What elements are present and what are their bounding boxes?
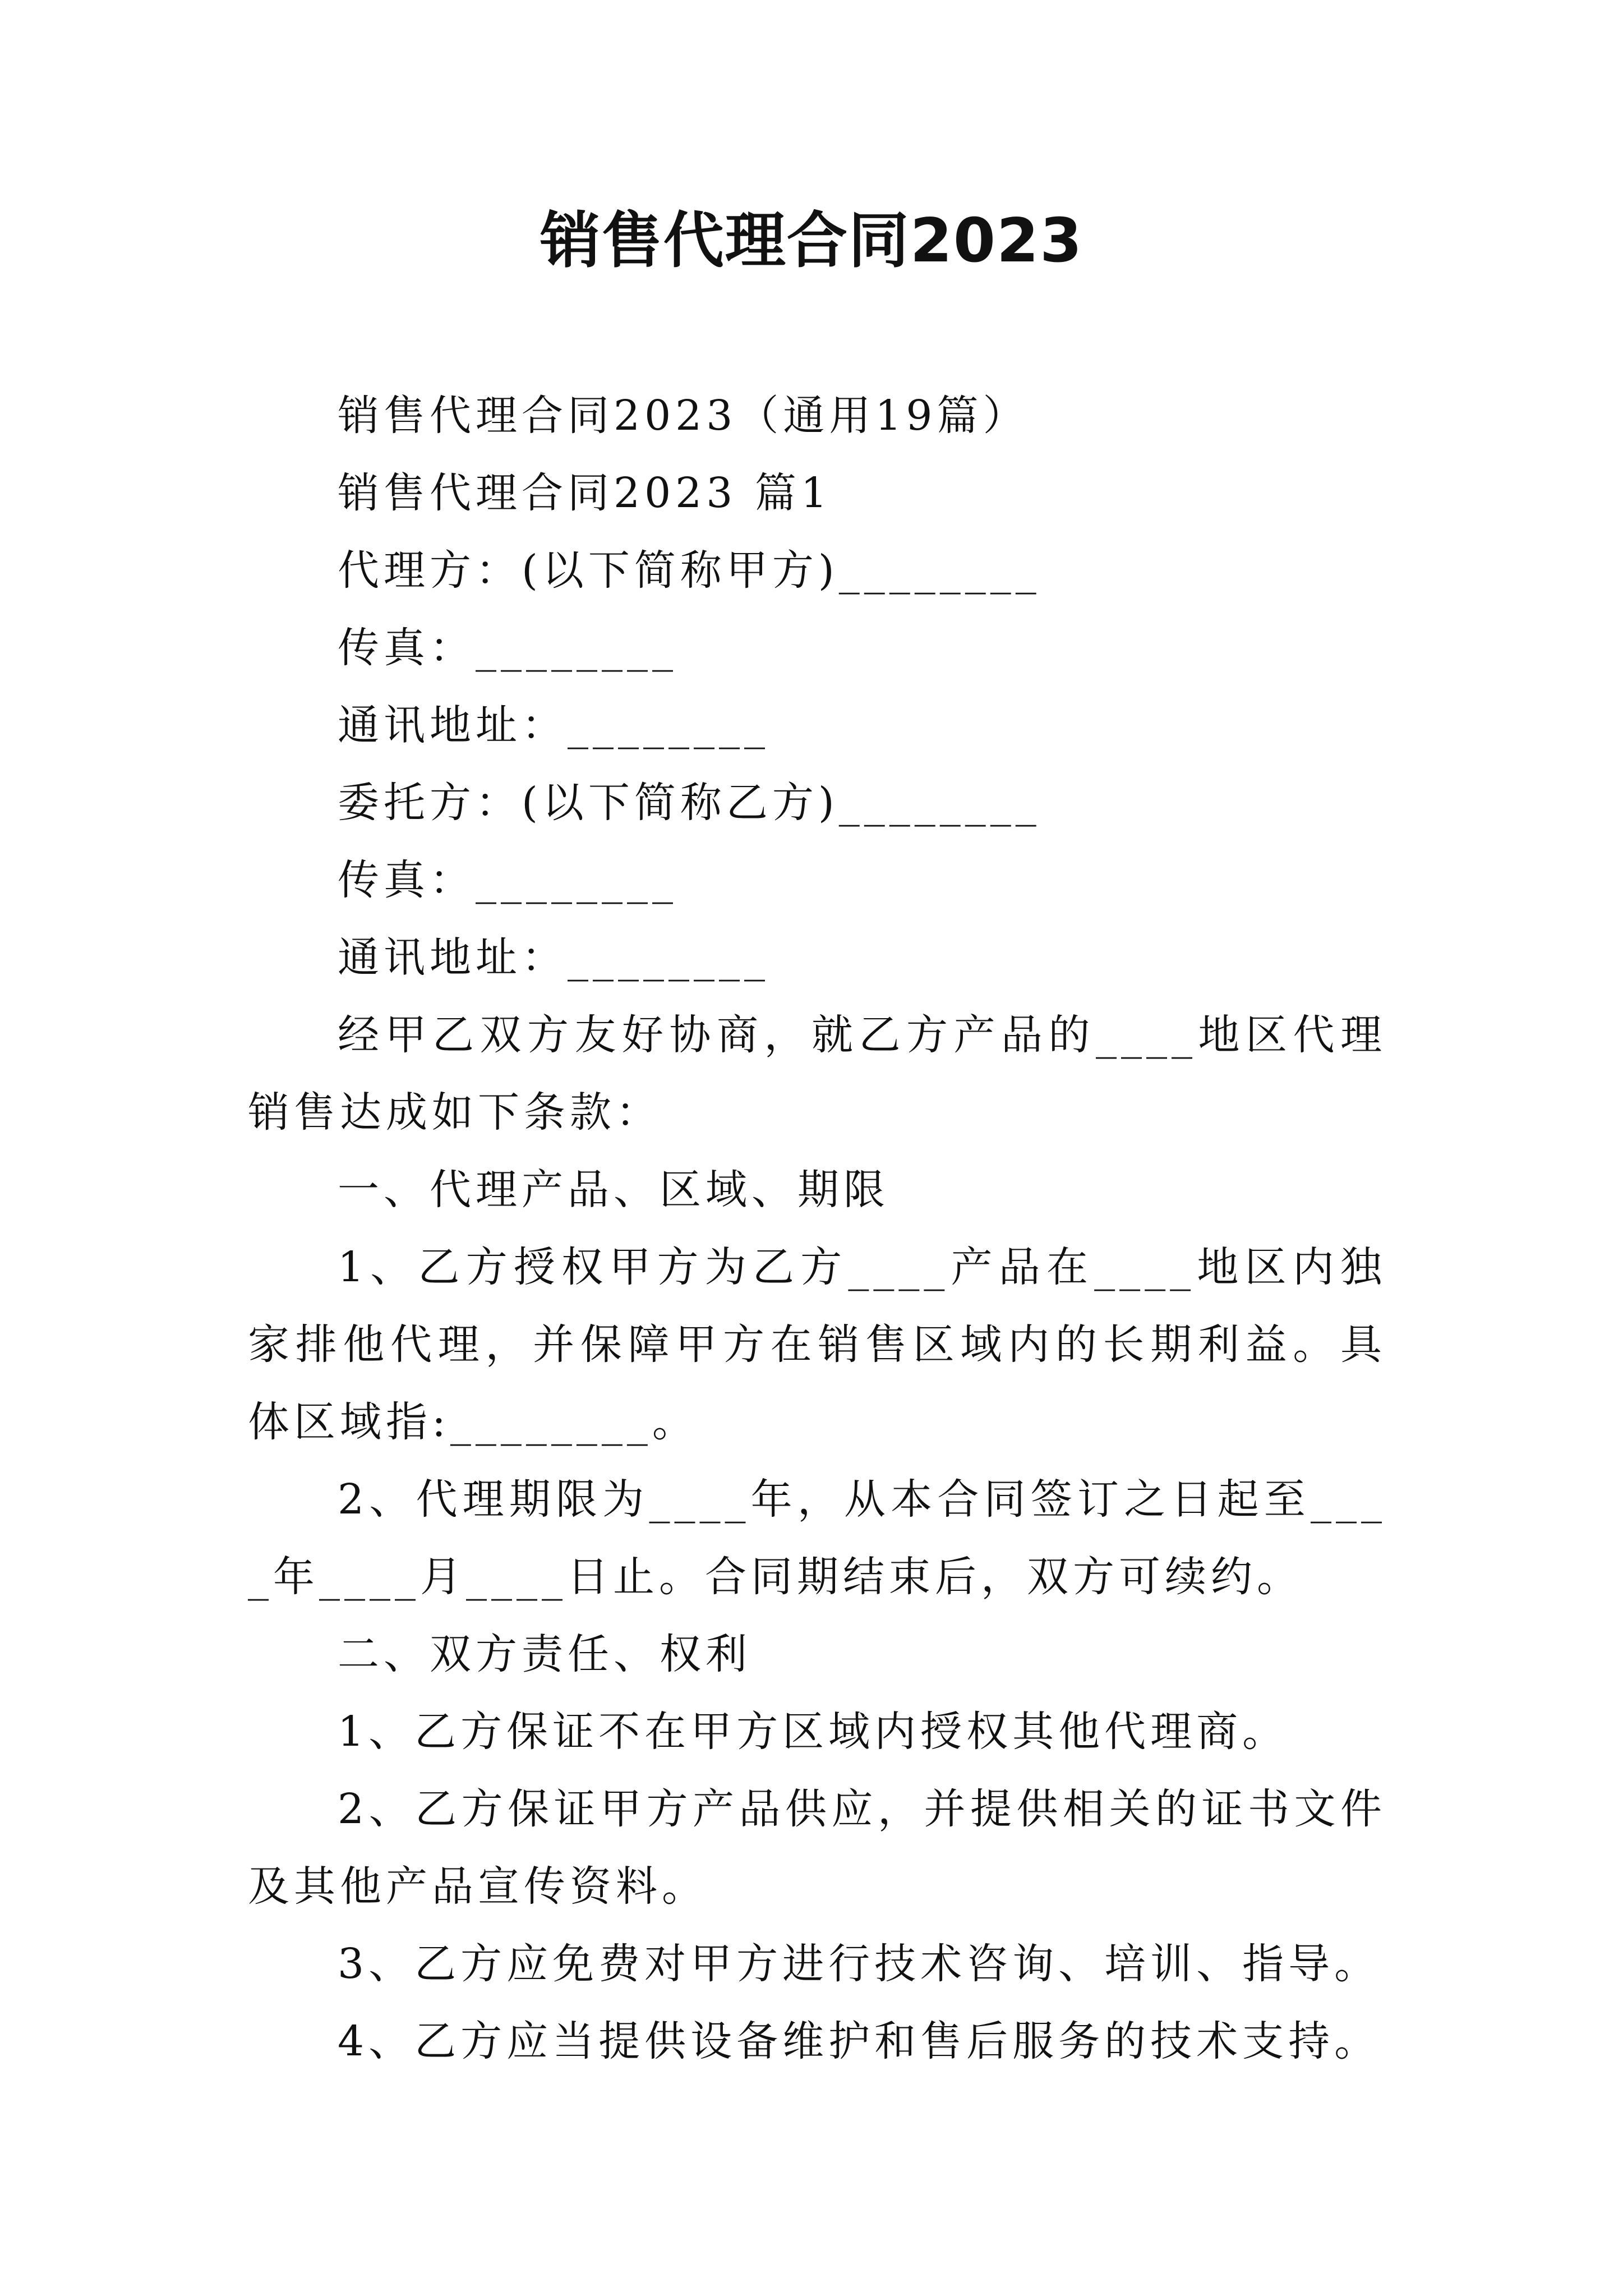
document-title: 销售代理合同2023 [540,206,1083,276]
paragraph-clause-1-2: 2、代理期限为____年，从本合同签订之日起至____年____月____日止。合同期结束后，双方可续约。 [248,1475,1386,1601]
paragraph-principal-fax: 传真：________ [338,856,677,904]
paragraph-agent-address: 通讯地址：________ [338,701,769,749]
document-body [248,377,1386,2080]
paragraph-principal-party: 委托方：(以下简称乙方)________ [338,779,1041,827]
paragraph-clause-heading-1: 一、代理产品、区域、期限 [338,1166,889,1214]
paragraph-preamble: 经甲乙双方友好协商，就乙方产品的____地区代理销售达成如下条款： [248,1011,1386,1137]
paragraph-clause-2-2: 2、乙方保证甲方产品供应，并提供相关的证书文件及其他产品宣传资料。 [248,1785,1386,1911]
paragraph-clause-2-3: 3、乙方应免费对甲方进行技术咨询、培训、指导。 [338,1940,1381,1988]
paragraph-agent-party: 代理方：(以下简称甲方)________ [338,546,1041,595]
paragraph-clause-1-1: 1、乙方授权甲方为乙方____产品在____地区内独家排他代理，并保障甲方在销售区域内的长期利益。具体区域指:________。 [248,1243,1386,1446]
paragraph-principal-address: 通讯地址：________ [338,933,769,982]
paragraph-section-heading: 销售代理合同2023 篇1 [338,469,832,517]
paragraph-agent-fax: 传真：________ [338,624,677,672]
paragraph-subtitle: 销售代理合同2023（通用19篇） [338,392,1029,440]
paragraph-clause-2-1: 1、乙方保证不在甲方区域内授权其他代理商。 [338,1708,1289,1756]
paragraph-clause-heading-2: 二、双方责任、权利 [338,1630,751,1678]
paragraph-clause-2-4: 4、乙方应当提供设备维护和售后服务的技术支持。 [338,2017,1381,2065]
